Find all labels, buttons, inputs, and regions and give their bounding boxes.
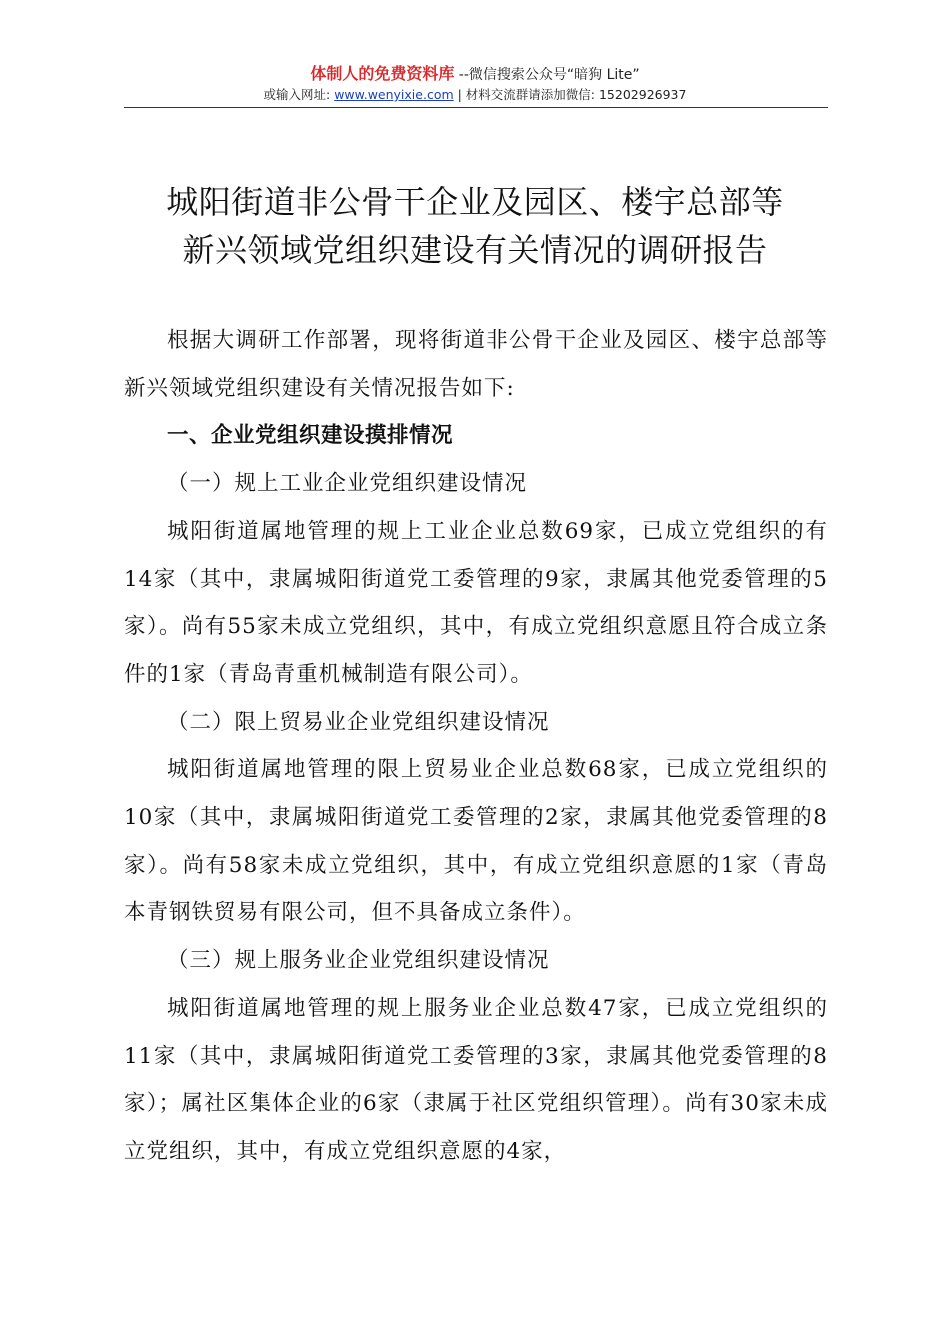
document-title xyxy=(100,178,850,274)
subsection-3-heading: （三）规上服务业企业党组织建设情况 xyxy=(167,948,550,974)
header-divider xyxy=(124,107,828,108)
subsection-2-heading: （二）限上贸易业企业党组织建设情况 xyxy=(167,709,550,735)
subsection-1-paragraph: 城阳街道属地管理的规上工业企业总数69家，已成立党组织的有14家（其中，隶属城阳街道党工委管理的9家，隶属其他党委管理的5家）。尚有55家未成立党组织，其中，有成立党组织意愿且符合成立条件的1家（青岛青重机械制造有限公司）。 xyxy=(124,518,828,687)
document-body xyxy=(124,317,828,1176)
title-line-2: 新兴领域党组织建设有关情况的调研报告 xyxy=(182,231,768,269)
section-1-heading: 一、企业党组织建设摸排情况 xyxy=(167,423,454,449)
header-contact-line xyxy=(0,85,950,105)
title-line-1: 城阳街道非公骨干企业及园区、楼宇总部等 xyxy=(166,183,784,221)
header-url-link[interactable]: www.wenyixie.com xyxy=(334,87,454,102)
page-header xyxy=(0,64,950,105)
header-url-prefix: 或输入网址: xyxy=(263,87,335,102)
header-tagline: --微信搜索公众号“暗狗 Lite” xyxy=(454,67,640,83)
intro-paragraph: 根据大调研工作部署，现将街道非公骨干企业及园区、楼宇总部等新兴领域党组织建设有关情况报告如下: xyxy=(124,328,828,401)
subsection-1-heading: （一）规上工业企业党组织建设情况 xyxy=(167,471,528,497)
header-brand: 体制人的免费资料库 xyxy=(310,64,455,83)
header-contact: | 材料交流群请添加微信: 15202926937 xyxy=(453,87,687,102)
subsection-3-paragraph: 城阳街道属地管理的规上服务业企业总数47家，已成立党组织的11家（其中，隶属城阳街道党工委管理的3家，隶属其他党委管理的8家）；属社区集体企业的6家（隶属于社区党组织管理）。尚有30家未成立党组织，其中，有成立党组织意愿的4家， xyxy=(124,995,828,1164)
header-banner xyxy=(0,64,950,85)
subsection-2-paragraph: 城阳街道属地管理的限上贸易业企业总数68家，已成立党组织的10家（其中，隶属城阳街道党工委管理的2家，隶属其他党委管理的8家）。尚有58家未成立党组织，其中，有成立党组织意愿的1家（青岛本青钢铁贸易有限公司，但不具备成立条件）。 xyxy=(124,757,828,926)
